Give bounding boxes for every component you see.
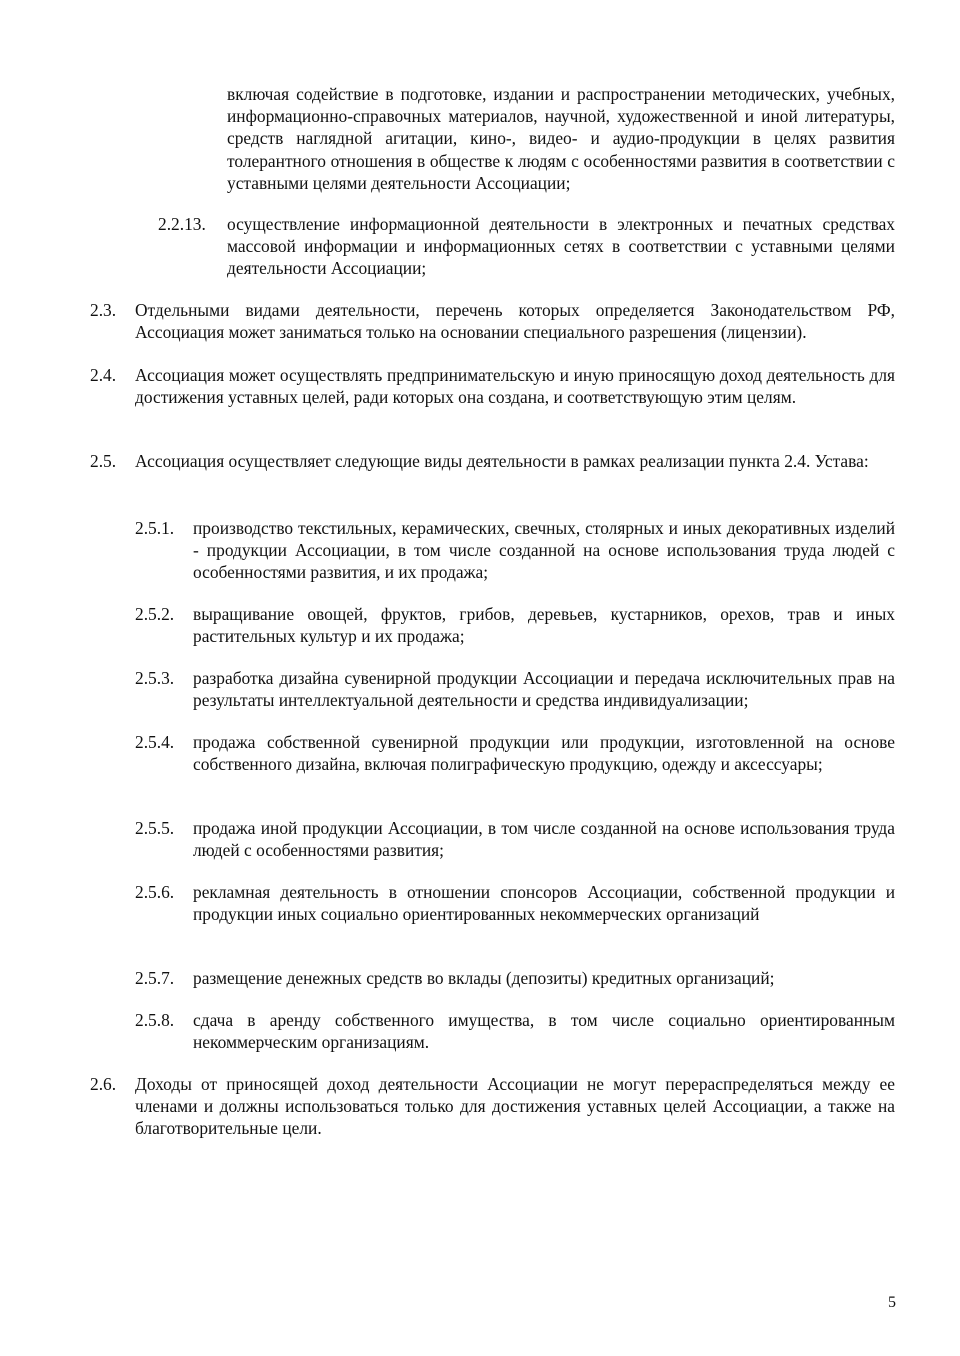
paragraph-number-2-4: 2.4.: [90, 365, 117, 385]
paragraph-2-5-3: разработка дизайна сувенирной продукции Ассоциации и передача исключительных прав на результаты интеллектуальной деятельности и средства индивидуализации;: [193, 668, 895, 711]
paragraph-number-2-5-4: 2.5.4.: [135, 732, 175, 752]
paragraph-number-2-3: 2.3.: [90, 300, 117, 320]
paragraph-number-2-5-8: 2.5.8.: [135, 1010, 175, 1030]
paragraph-2-5-8: сдача в аренду собственного имущества, в том числе социально ориентированным некоммерческим организациям.: [193, 1010, 895, 1053]
paragraph-2-5-1: производство текстильных, керамических, свечных, столярных и иных декоративных изделий - продукции Ассоциации, в том числе созданной на основе использования труда людей с особенностями развития, и их продажа;: [193, 518, 895, 583]
paragraph-2-5-5: продажа иной продукции Ассоциации, в том числе созданной на основе использования труда людей с особенностями развития;: [193, 818, 895, 861]
paragraph-2-3: Отдельными видами деятельности, перечень которых определяется Законодательством РФ, Ассоциация может заниматься только на основании специального разрешения (лицензии).: [135, 300, 895, 343]
paragraph-2-5-4: продажа собственной сувенирной продукции или продукции, изготовленной на основе собственного дизайна, включая полиграфическую продукцию, одежду и аксессуары;: [193, 732, 895, 775]
paragraph-2-2-13: осуществление информационной деятельности в электронных и печатных средствах массовой информации и информационных сетях в соответствии с уставными целями деятельности Ассоциации;: [227, 214, 895, 279]
paragraph-2-5: Ассоциация осуществляет следующие виды деятельности в рамках реализации пункта 2.4. Устава:: [135, 451, 869, 471]
paragraph-number-2-5-3: 2.5.3.: [135, 668, 175, 688]
paragraph-number-2-2-13: 2.2.13.: [158, 214, 206, 234]
paragraph-2-5-6: рекламная деятельность в отношении спонсоров Ассоциации, собственной продукции и продукции иных социально ориентированных некоммерческих организаций: [193, 882, 895, 925]
paragraph-2-5-2: выращивание овощей, фруктов, грибов, деревьев, кустарников, орехов, трав и иных растительных культур и их продажа;: [193, 604, 895, 647]
paragraph-number-2-5-2: 2.5.2.: [135, 604, 175, 624]
paragraph-2-6: Доходы от приносящей доход деятельности Ассоциации не могут перераспределяться между ее членами и должны использоваться только для достижения уставных целей Ассоциации, а также на благотворительные цели.: [135, 1074, 895, 1139]
paragraph-number-2-5-5: 2.5.5.: [135, 818, 175, 838]
paragraph-2-4: Ассоциация может осуществлять предпринимательскую и иную приносящую доход деятельность для достижения уставных целей, ради которых она создана, и соответствующую этим целям.: [135, 365, 895, 408]
paragraph-number-2-5-6: 2.5.6.: [135, 882, 175, 902]
paragraph-number-2-5-1: 2.5.1.: [135, 518, 175, 538]
paragraph-number-2-6: 2.6.: [90, 1074, 117, 1094]
page-number: 5: [888, 1294, 896, 1311]
paragraph-2-5-7: размещение денежных средств во вклады (депозиты) кредитных организаций;: [193, 968, 775, 988]
paragraph-number-2-5: 2.5.: [90, 451, 117, 471]
paragraph-number-2-5-7: 2.5.7.: [135, 968, 175, 988]
paragraph-2-2-12-continuation: включая содействие в подготовке, издании и распространении методических, учебных, информационно-справочных материалов, научной, художественной и иной литературы, средств наглядной агитации, кино-, видео- и аудио-продукции в целях развития толерантного отношения в обществе к людям с особенностями развития в соответствии с уставными целями деятельности Ассоциации;: [227, 84, 895, 193]
